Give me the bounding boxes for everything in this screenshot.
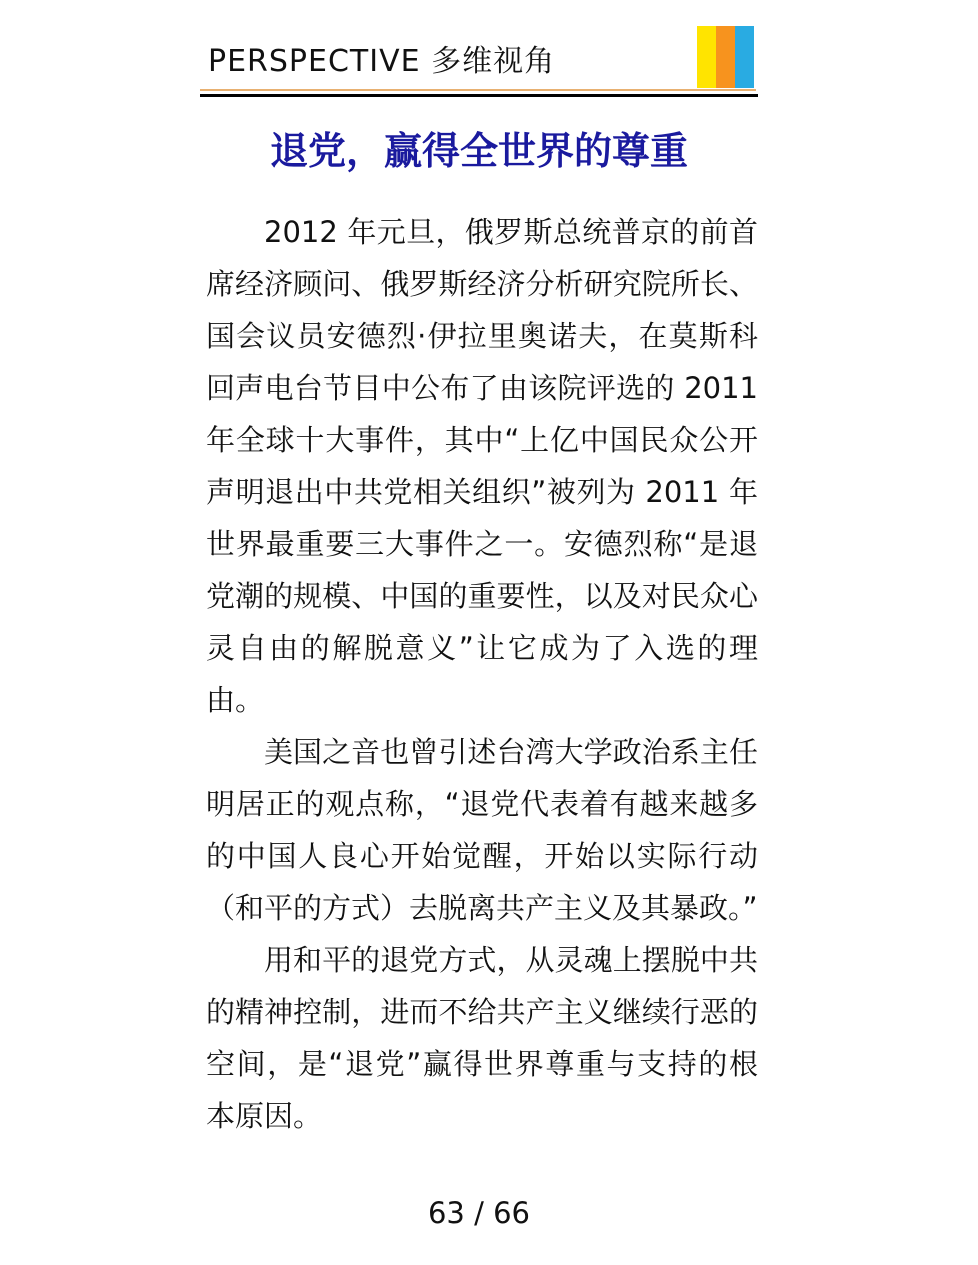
header-thin-rule	[200, 89, 756, 91]
article-body	[206, 206, 758, 1142]
section-title: PERSPECTIVE 多维视角	[208, 44, 556, 79]
orange-bar	[716, 26, 735, 88]
paragraph: 2012 年元旦，俄罗斯总统普京的前首席经济顾问、俄罗斯经济分析研究院所长、国会议员安德烈·伊拉里奥诺夫，在莫斯科回声电台节目中公布了由该院评选的 2011 年全球十大事件，其中“上亿中国民众公开声明退出中共党相关组织”被列为 2011 年世界最重要三大事件之一。安德烈称“是退党潮的规模、中国的重要性，以及对民众心灵自由的解脱意义”让它成为了入选的理由。	[206, 215, 758, 717]
page-number: 63 / 66	[427, 1196, 530, 1230]
blue-bar	[735, 26, 754, 88]
color-bars-logo	[697, 26, 755, 88]
paragraph: 用和平的退党方式，从灵魂上摆脱中共的精神控制，进而不给共产主义继续行恶的空间，是“退党”赢得世界尊重与支持的根本原因。	[206, 943, 758, 1133]
yellow-bar	[697, 26, 716, 88]
page-header	[200, 20, 758, 98]
article-title: 退党，赢得全世界的尊重	[269, 128, 688, 173]
paragraph: 美国之音也曾引述台湾大学政治系主任明居正的观点称，“退党代表着有越来越多的中国人良心开始觉醒，开始以实际行动（和平的方式）去脱离共产主义及其暴政。”	[206, 735, 758, 925]
header-thick-rule	[200, 94, 758, 97]
